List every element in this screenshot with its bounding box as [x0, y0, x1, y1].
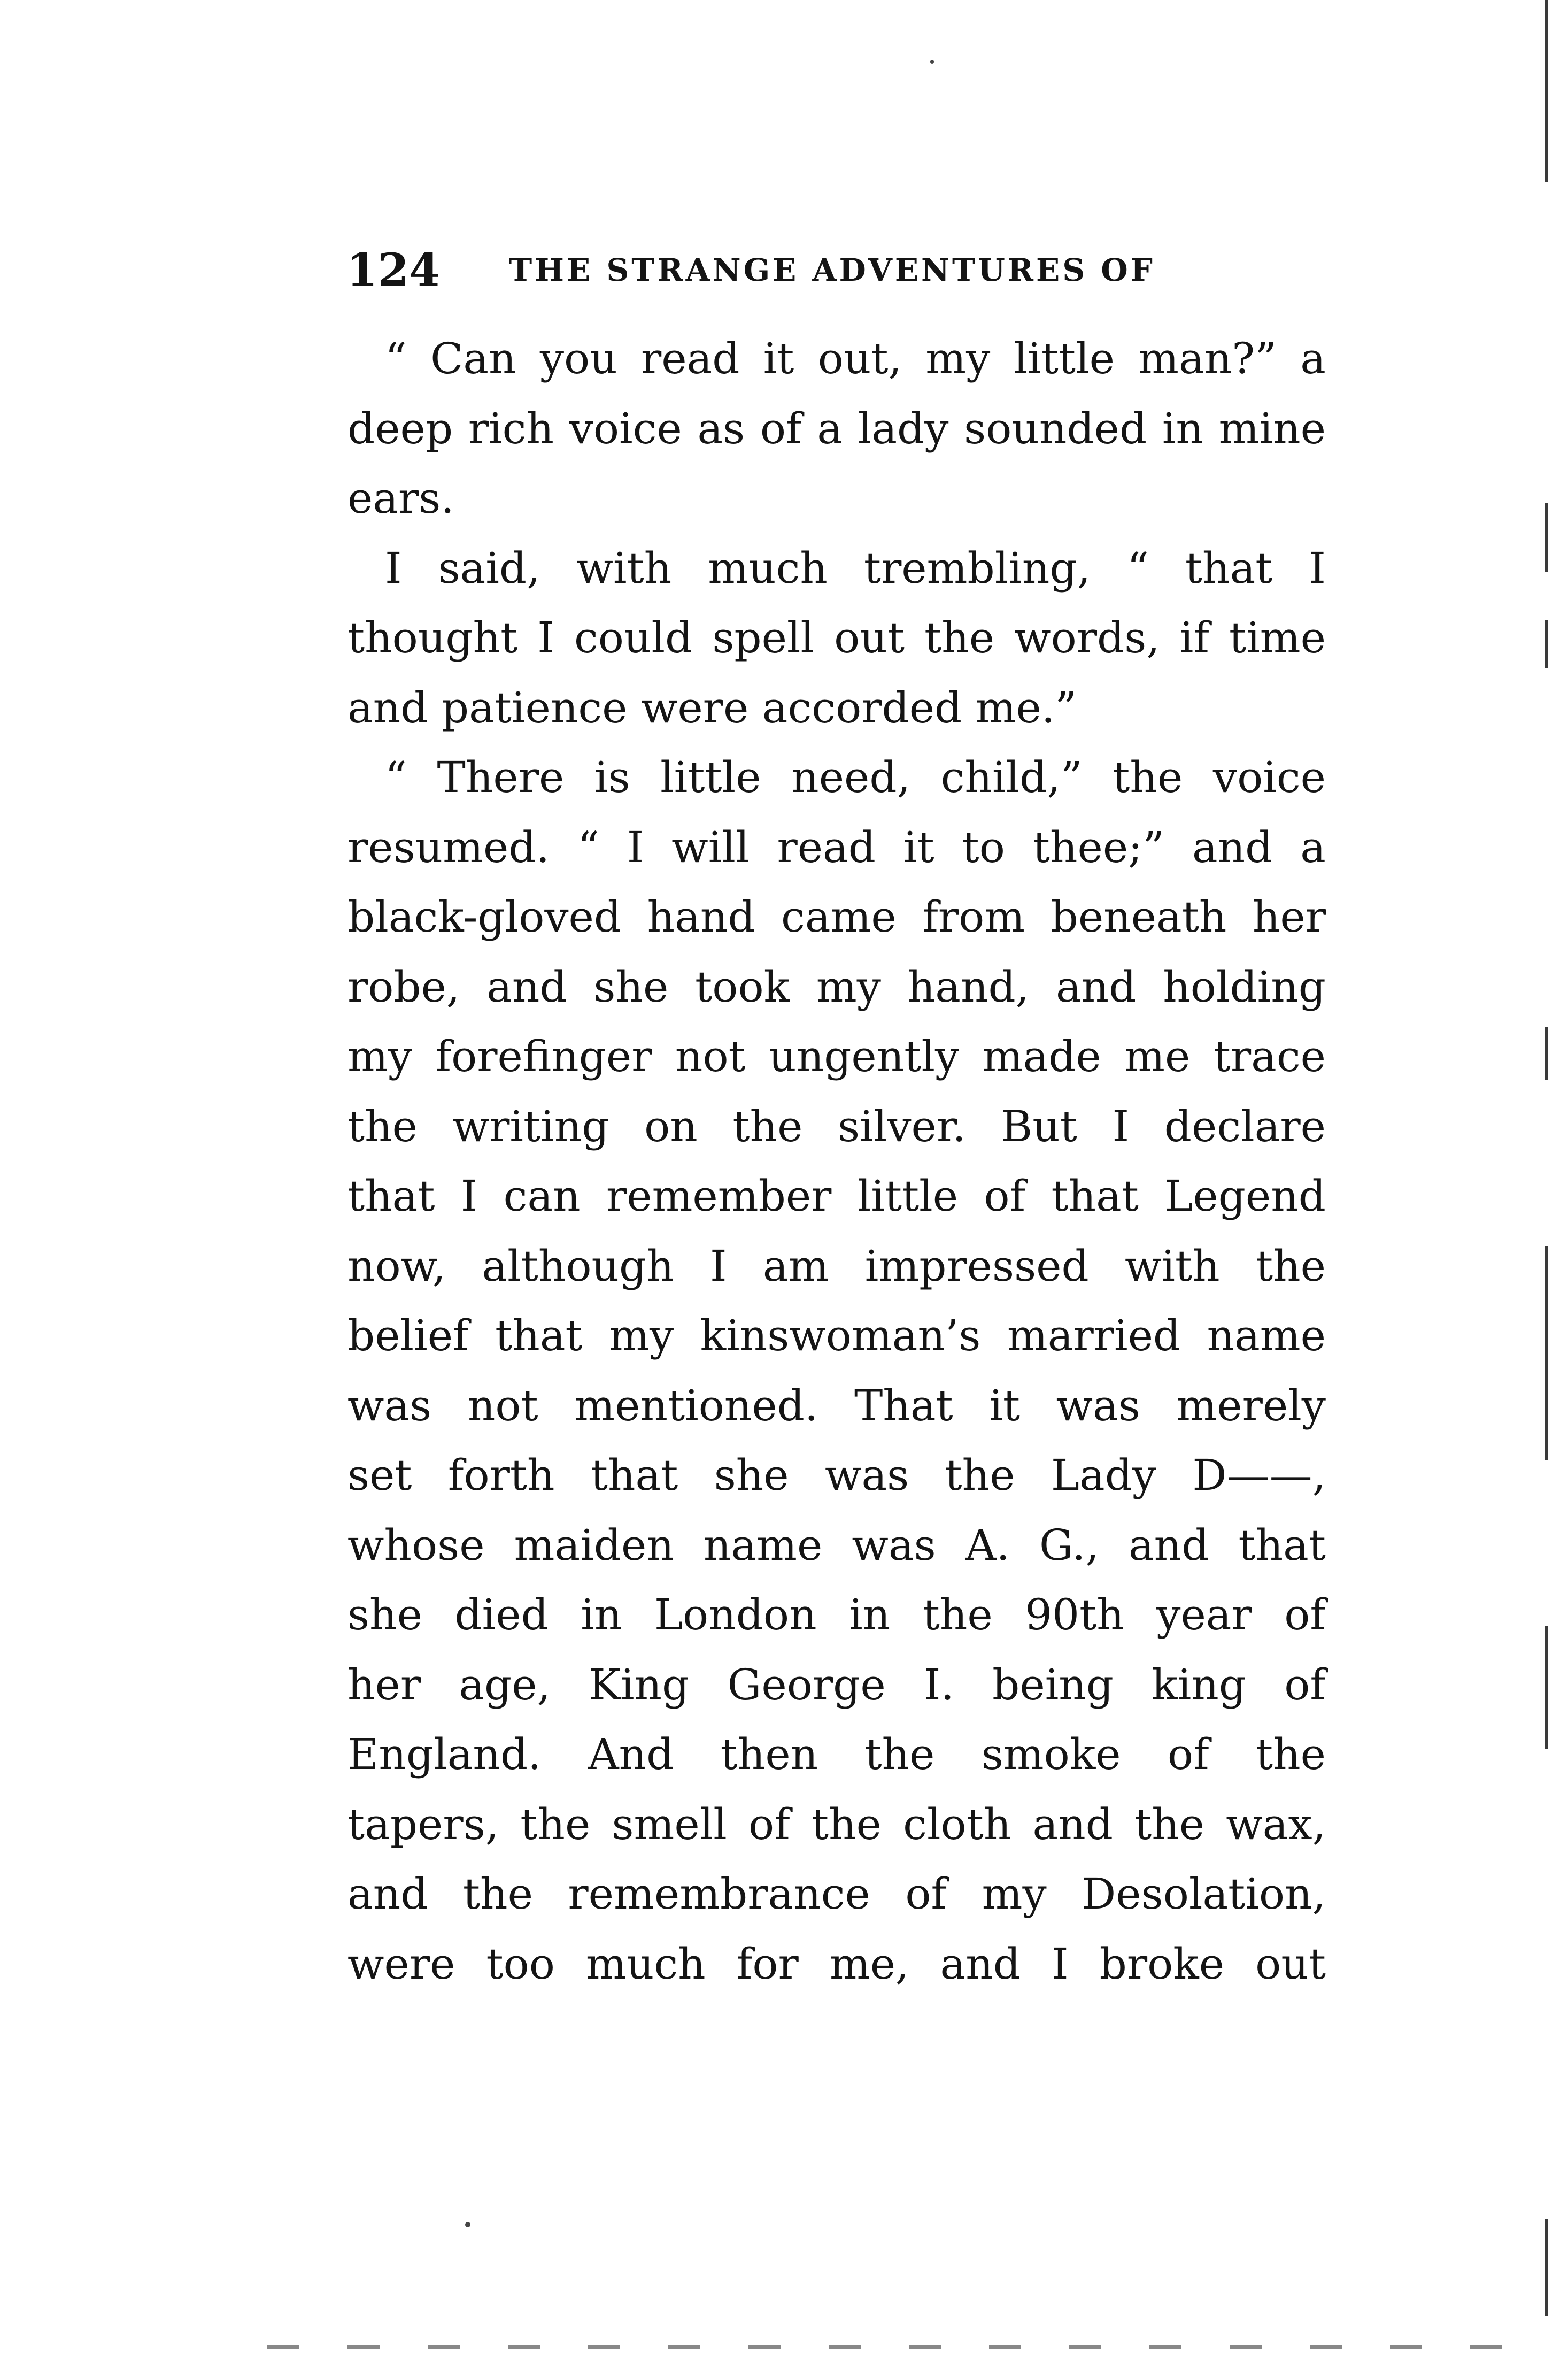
- text-line: ears.: [347, 473, 454, 523]
- gutter-rule: [1545, 0, 1548, 182]
- text-line: black-gloved hand came from beneath her: [347, 892, 1326, 942]
- text-line: robe, and she took my hand, and holding: [347, 962, 1326, 1012]
- running-head: THE STRANGE ADVENTURES OF: [509, 252, 1155, 288]
- page-header: [346, 235, 1319, 305]
- gutter-rule: [1545, 1626, 1548, 1749]
- scan-artifact-dashes: [267, 2345, 1550, 2349]
- text-line: the writing on the silver. But I declare: [347, 1101, 1326, 1151]
- text-line: that I can remember little of that Legend: [347, 1171, 1326, 1221]
- gutter-rule: [1545, 1246, 1548, 1460]
- gutter-rule: [1545, 503, 1548, 572]
- body-text: [347, 324, 1326, 1999]
- text-line: my forefinger not ungently made me trace: [347, 1032, 1326, 1081]
- text-line: was not mentioned. That it was merely: [347, 1380, 1326, 1430]
- gutter-rule: [1545, 620, 1548, 668]
- text-line: England. And then the smoke of the: [347, 1729, 1326, 1779]
- text-line: “ There is little need, child,” the voice: [385, 752, 1326, 802]
- text-line: I said, with much trembling, “ that I: [385, 543, 1326, 593]
- page-number: 124: [346, 243, 441, 296]
- text-line: her age, King George I. being king of: [347, 1659, 1326, 1710]
- text-line: and the remembrance of my Desolation,: [347, 1869, 1326, 1919]
- text-line: deep rich voice as of a lady sounded in mine: [347, 403, 1326, 453]
- speck: [465, 2222, 470, 2227]
- speck: [930, 60, 934, 64]
- gutter-rule: [1545, 1027, 1548, 1080]
- text-line: now, although I am impressed with the: [347, 1241, 1326, 1291]
- text-line: and patience were accorded me.”: [347, 682, 1077, 733]
- text-line: belief that my kinswoman’s married name: [347, 1311, 1326, 1360]
- text-line: thought I could spell out the words, if time: [347, 613, 1326, 663]
- text-line: set forth that she was the Lady D——,: [347, 1450, 1326, 1500]
- text-line: she died in London in the 90th year of: [347, 1590, 1326, 1640]
- text-line: tapers, the smell of the cloth and the wax,: [347, 1799, 1326, 1849]
- text-line: resumed. “ I will read it to thee;” and a: [347, 822, 1326, 872]
- text-line: “ Can you read it out, my little man?” a: [385, 334, 1326, 383]
- text-line: were too much for me, and I broke out: [347, 1939, 1326, 1989]
- gutter-rule: [1545, 2219, 1548, 2316]
- text-line: whose maiden name was A. G., and that: [347, 1520, 1326, 1570]
